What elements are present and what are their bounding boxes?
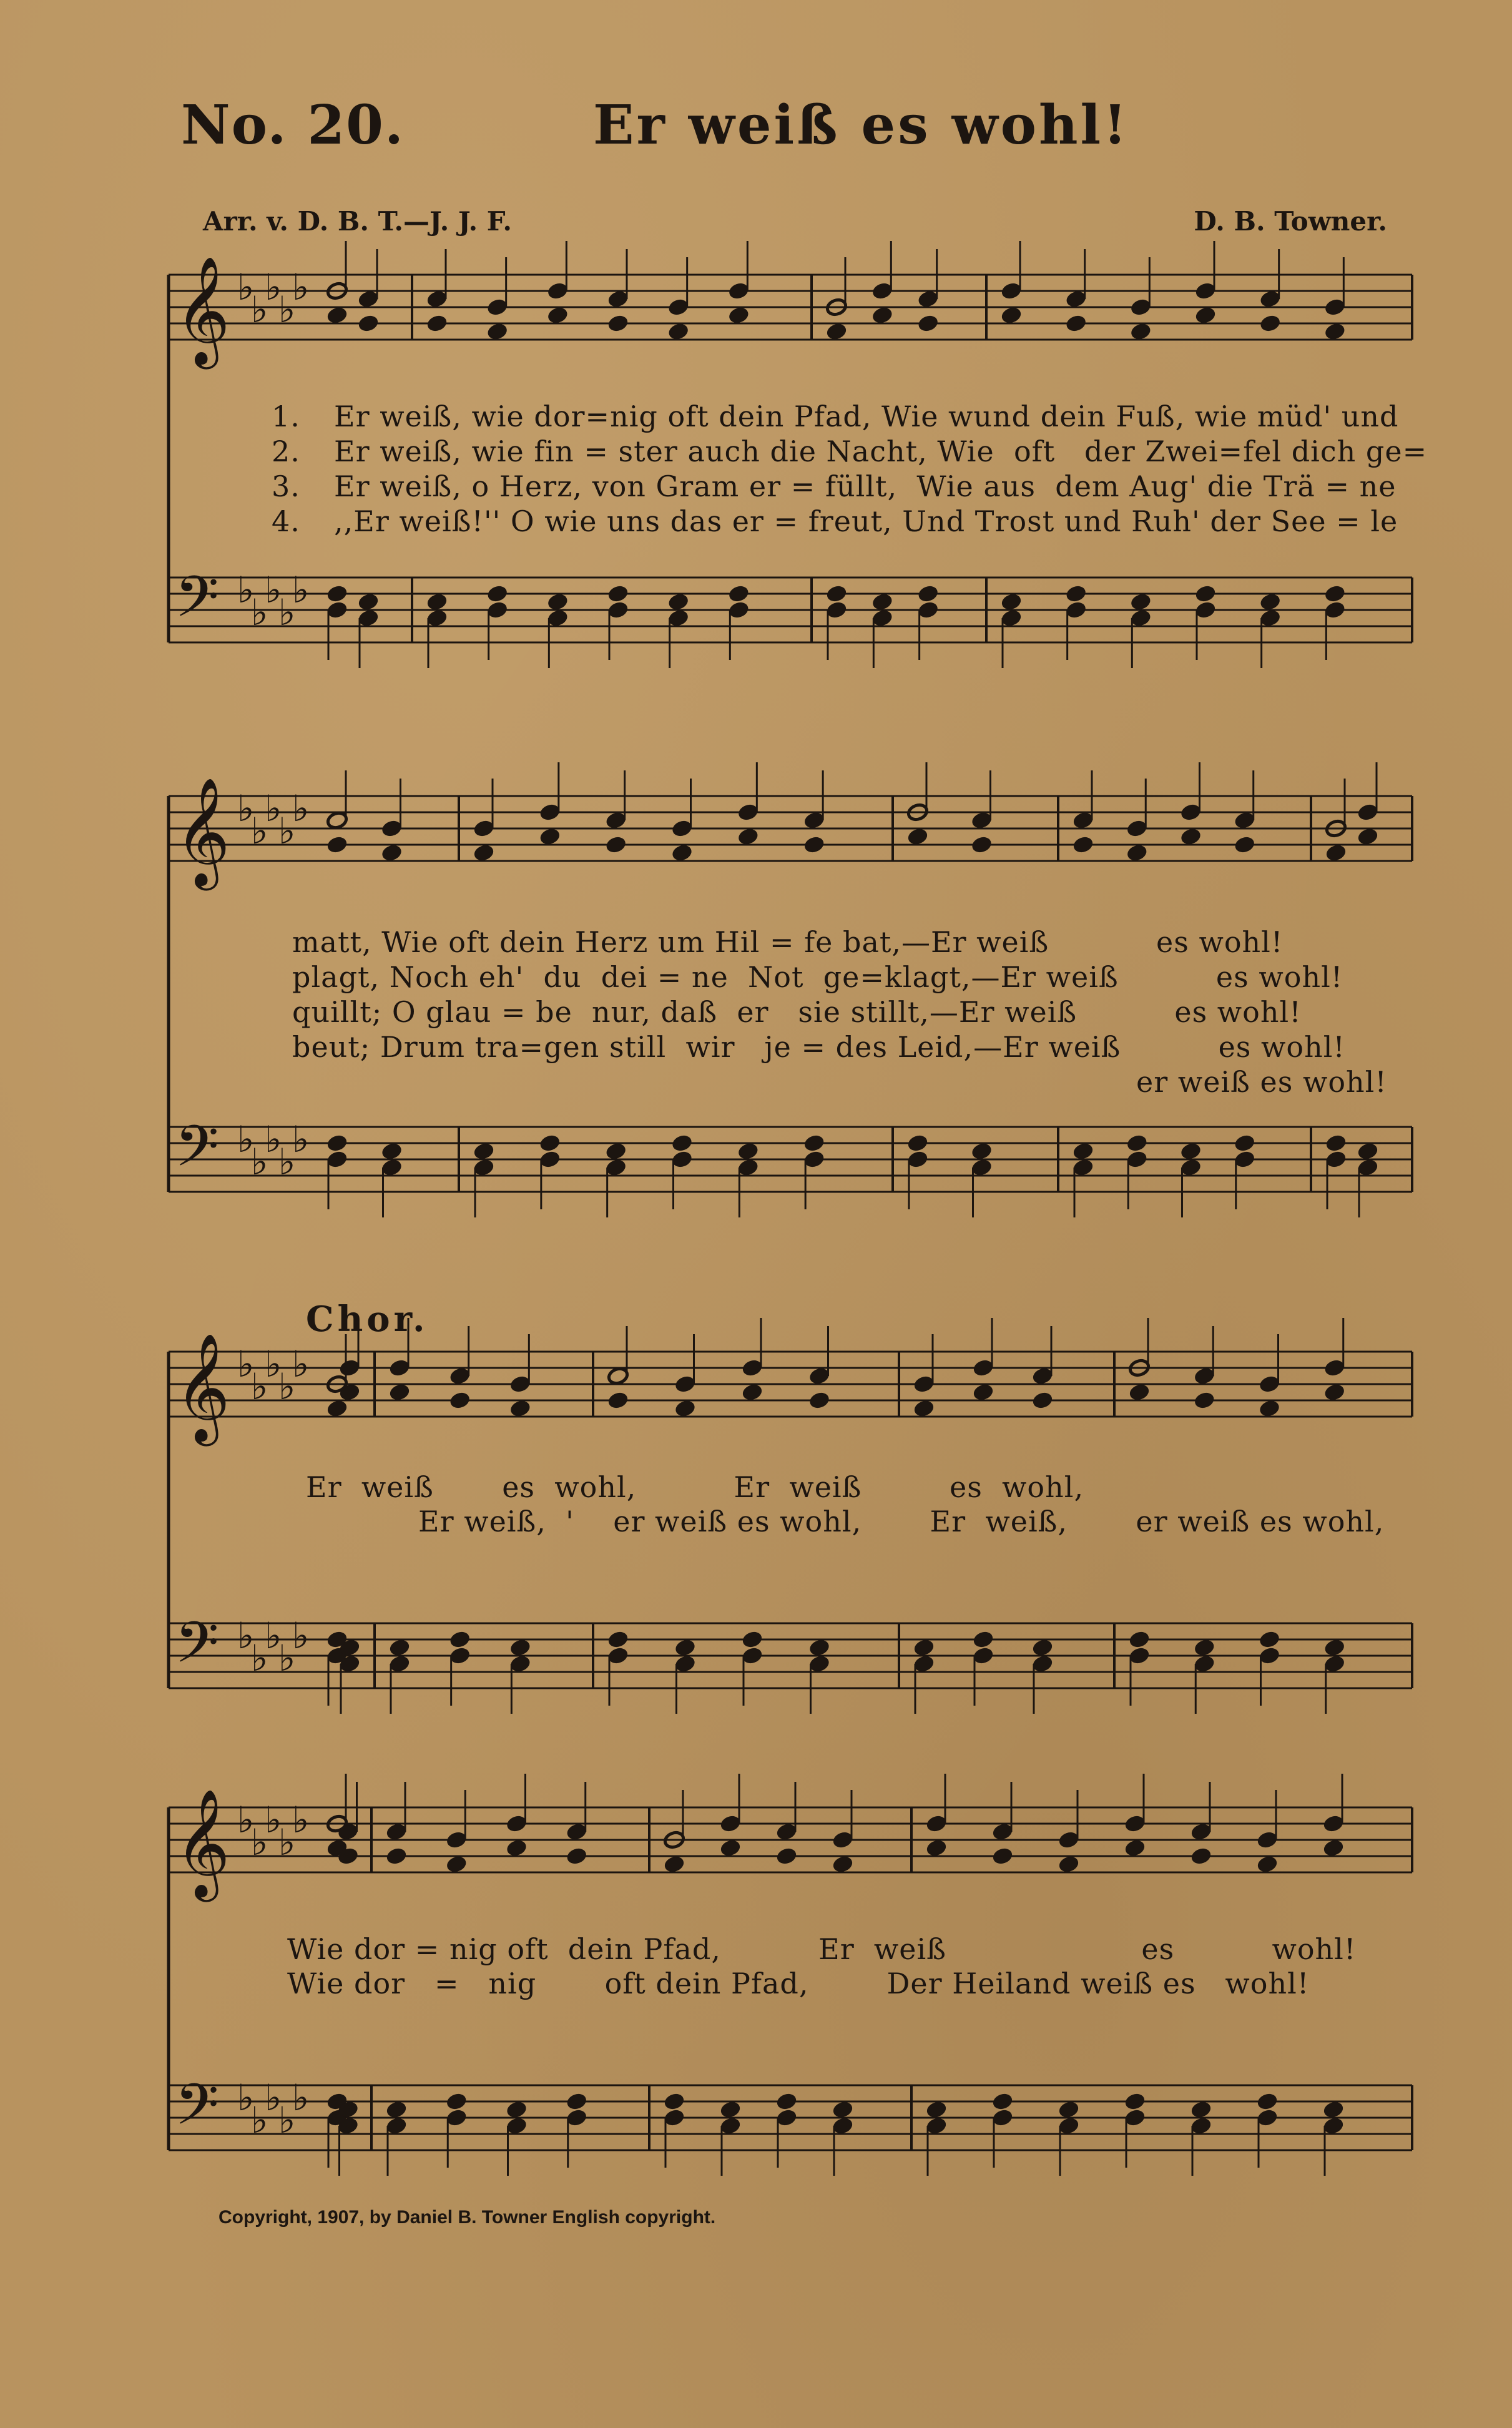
note-head	[326, 584, 348, 604]
note-head	[607, 314, 629, 333]
flat-icon: ♭	[265, 1615, 282, 1657]
note-head	[1193, 1638, 1215, 1658]
note-head	[825, 584, 848, 604]
verse-1-continuation: matt, Wie oft dein Herz um Hil = fe bat,—Er weiß es wohl!	[292, 925, 1284, 959]
flat-icon: ♭	[251, 288, 268, 331]
flat-icon: ♭	[251, 1141, 268, 1183]
flat-icon: ♭	[278, 288, 296, 331]
note-head	[913, 1638, 935, 1658]
bass-clef-icon: 𝄢	[175, 564, 219, 644]
flat-icon: ♭	[278, 591, 296, 634]
note-head	[385, 2100, 408, 2120]
note-head	[357, 592, 380, 612]
arranger-credit: Arr. v. D. B. T.—J. J. F.	[203, 206, 512, 237]
copyright-notice: Copyright, 1907, by Daniel B. Towner English copyright.	[218, 2207, 716, 2228]
note-head	[674, 1399, 697, 1418]
note-head	[1323, 322, 1346, 342]
note-head	[1065, 314, 1087, 333]
note-head	[1259, 592, 1282, 612]
note-head	[971, 1142, 993, 1161]
note-head	[506, 2100, 528, 2120]
note-head	[719, 1839, 742, 1858]
note-head	[727, 306, 750, 325]
note-head	[1194, 306, 1217, 325]
note-head	[832, 2100, 854, 2120]
note-head	[473, 843, 495, 863]
flat-icon: ♭	[265, 2077, 282, 2119]
flat-icon: ♭	[292, 787, 310, 830]
flat-icon: ♭	[292, 1343, 310, 1385]
note-head	[1357, 827, 1379, 847]
verse-4-line: 4. ,,Er weiß!'' O wie uns das er = freut, Und Trost und Ruh' der See = le	[272, 504, 1398, 538]
note-head	[1124, 2092, 1146, 2111]
note-head	[1194, 584, 1217, 604]
note-head	[338, 1383, 361, 1402]
flat-icon: ♭	[265, 1799, 282, 1841]
note-head	[1323, 584, 1346, 604]
treble-clef-icon: 𝄞	[175, 777, 230, 886]
note-head	[1234, 835, 1256, 855]
flat-icon: ♭	[292, 1615, 310, 1657]
note-head	[871, 592, 893, 612]
treble-clef-icon: 𝄞	[175, 1333, 230, 1442]
treble-clef-icon: 𝄞	[175, 256, 230, 365]
note-head	[803, 835, 825, 855]
note-head	[674, 1638, 697, 1658]
note-head	[1323, 1383, 1346, 1402]
note-head	[1129, 592, 1152, 612]
note-head	[607, 1630, 629, 1649]
note-head	[1180, 827, 1202, 847]
note-head	[1259, 1630, 1281, 1649]
note-head	[607, 1391, 629, 1410]
note-head	[663, 1855, 685, 1874]
bass-clef-icon: 𝄢	[175, 1113, 219, 1193]
flat-icon: ♭	[278, 1141, 296, 1183]
flat-icon: ♭	[237, 1615, 255, 1657]
note-head	[808, 1391, 831, 1410]
note-head	[1128, 1383, 1151, 1402]
note-head	[566, 2092, 588, 2111]
note-head	[917, 314, 940, 333]
note-head	[1325, 1134, 1347, 1153]
flat-icon: ♭	[265, 266, 282, 308]
note-head	[808, 1638, 831, 1658]
chorus-label: Chor.	[306, 1299, 429, 1340]
flat-icon: ♭	[292, 266, 310, 308]
note-head	[539, 827, 561, 847]
note-head	[445, 2092, 468, 2111]
note-head	[1180, 1142, 1202, 1161]
verse-4-continuation: beut; Drum tra=gen still wir je = des Leid,—Er weiß es wohl!	[292, 1030, 1345, 1064]
note-head	[667, 592, 690, 612]
note-head	[1000, 592, 1023, 612]
chorus-line-2: Er weiß, ' er weiß es wohl, Er weiß, er weiß es wohl,	[418, 1505, 1385, 1538]
note-head	[667, 322, 690, 342]
flat-icon: ♭	[265, 1118, 282, 1161]
note-head	[1031, 1638, 1054, 1658]
verse-3-continuation: quillt; O glau = be nur, daß er sie stillt,—Er weiß es wohl!	[292, 995, 1302, 1029]
flat-icon: ♭	[251, 1637, 268, 1679]
verse-1-line: 1. Er weiß, wie dor=nig oft dein Pfad, Wie wund dein Fuß, wie müd' und	[272, 400, 1399, 433]
note-head	[473, 1142, 495, 1161]
note-head	[925, 1839, 948, 1858]
note-head	[1058, 1855, 1080, 1874]
flat-icon: ♭	[237, 1799, 255, 1841]
note-head	[1126, 1134, 1148, 1153]
flat-icon: ♭	[265, 1343, 282, 1385]
note-head	[1322, 1839, 1345, 1858]
note-head	[663, 2092, 685, 2111]
note-head	[486, 584, 509, 604]
note-head	[1000, 306, 1023, 325]
note-head	[671, 1134, 694, 1153]
note-head	[388, 1383, 411, 1402]
note-head	[1124, 1839, 1146, 1858]
flat-icon: ♭	[278, 2099, 296, 2141]
note-head	[605, 1142, 627, 1161]
flat-icon: ♭	[237, 787, 255, 830]
note-head	[445, 1855, 468, 1874]
note-head	[486, 322, 509, 342]
note-head	[381, 1142, 403, 1161]
flat-icon: ♭	[278, 1365, 296, 1408]
verse-3-line: 3. Er weiß, o Herz, von Gram er = füllt, Wie aus dem Aug' die Trä = ne	[272, 469, 1397, 503]
flat-icon: ♭	[278, 1821, 296, 1864]
flat-icon: ♭	[251, 591, 268, 634]
note-head	[906, 1134, 929, 1153]
flat-icon: ♭	[292, 569, 310, 611]
flat-icon: ♭	[251, 2099, 268, 2141]
flat-icon: ♭	[251, 810, 268, 852]
note-head	[737, 827, 759, 847]
flat-icon: ♭	[237, 2077, 255, 2119]
note-head	[1259, 314, 1282, 333]
flat-icon: ♭	[237, 569, 255, 611]
note-head	[1234, 1134, 1256, 1153]
note-head	[539, 1134, 561, 1153]
hymn-title: Er weiß es wohl!	[593, 94, 1129, 157]
note-head	[326, 1399, 348, 1418]
note-head	[426, 592, 448, 612]
note-head	[741, 1630, 763, 1649]
note-head	[1256, 2092, 1279, 2111]
final-line-1: Wie dor = nig oft dein Pfad, Er weiß es wohl!	[287, 1932, 1357, 1966]
note-head	[803, 1134, 825, 1153]
flat-icon: ♭	[292, 1799, 310, 1841]
composer-credit: D. B. Towner.	[1194, 206, 1387, 237]
note-head	[1259, 1399, 1281, 1418]
note-head	[1065, 584, 1087, 604]
note-head	[1325, 843, 1347, 863]
note-head	[381, 843, 403, 863]
flat-icon: ♭	[237, 1118, 255, 1161]
flat-icon: ♭	[251, 1365, 268, 1408]
note-head	[449, 1630, 471, 1649]
note-head	[1190, 1847, 1212, 1866]
note-head	[917, 584, 940, 604]
note-head	[737, 1142, 759, 1161]
note-head	[971, 835, 993, 855]
note-head	[546, 592, 569, 612]
note-head	[1058, 2100, 1080, 2120]
note-head	[1031, 1391, 1054, 1410]
note-head	[1193, 1391, 1215, 1410]
flat-icon: ♭	[237, 1343, 255, 1385]
note-head	[506, 1839, 528, 1858]
note-head	[1323, 1638, 1346, 1658]
note-head	[925, 2100, 948, 2120]
note-head	[832, 1855, 854, 1874]
note-head	[1128, 1630, 1151, 1649]
note-head	[972, 1383, 994, 1402]
note-head	[1190, 2100, 1212, 2120]
note-head	[357, 314, 380, 333]
flat-icon: ♭	[278, 810, 296, 852]
note-head	[385, 1847, 408, 1866]
note-head	[906, 827, 929, 847]
note-head	[605, 835, 627, 855]
note-head	[775, 2092, 798, 2111]
verse-2-line: 2. Er weiß, wie fin = ster auch die Nacht, Wie oft der Zwei=fel dich ge=	[272, 435, 1428, 468]
note-head	[509, 1399, 531, 1418]
verse-2-continuation: plagt, Noch eh' du dei = ne Not ge=klagt,—Er weiß es wohl!	[292, 960, 1343, 994]
note-head	[727, 584, 750, 604]
note-head	[913, 1399, 935, 1418]
note-head	[972, 1630, 994, 1649]
note-head	[1256, 1855, 1279, 1874]
flat-icon: ♭	[292, 2077, 310, 2119]
bass-clef-icon: 𝄢	[175, 1610, 219, 1689]
hymn-number: No. 20.	[181, 94, 405, 157]
bass-clef-icon: 𝄢	[175, 2072, 219, 2151]
note-head	[388, 1638, 411, 1658]
note-head	[991, 1847, 1014, 1866]
note-head	[719, 2100, 742, 2120]
flat-icon: ♭	[278, 1637, 296, 1679]
note-head	[426, 314, 448, 333]
note-head	[825, 322, 848, 342]
note-head	[775, 1847, 798, 1866]
final-line-2: Wie dor = nig oft dein Pfad, Der Heiland weiß es wohl!	[287, 1967, 1310, 2000]
flat-icon: ♭	[265, 787, 282, 830]
note-head	[1072, 1142, 1094, 1161]
note-head	[326, 835, 348, 855]
verse-4-extra: er weiß es wohl!	[1136, 1065, 1387, 1099]
note-head	[607, 584, 629, 604]
flat-icon: ♭	[292, 1118, 310, 1161]
chorus-line-1: Er weiß es wohl, Er weiß es wohl,	[306, 1470, 1084, 1504]
note-head	[1357, 1142, 1379, 1161]
note-head	[509, 1638, 531, 1658]
note-head	[1072, 835, 1094, 855]
flat-icon: ♭	[251, 1821, 268, 1864]
flat-icon: ♭	[237, 266, 255, 308]
note-head	[991, 2092, 1014, 2111]
note-head	[566, 1847, 588, 1866]
treble-clef-icon: 𝄞	[175, 1789, 230, 1897]
note-head	[1129, 322, 1152, 342]
note-head	[741, 1383, 763, 1402]
note-head	[546, 306, 569, 325]
note-head	[671, 843, 694, 863]
note-head	[326, 306, 348, 325]
note-head	[871, 306, 893, 325]
flat-icon: ♭	[265, 569, 282, 611]
note-head	[1322, 2100, 1345, 2120]
note-head	[1126, 843, 1148, 863]
note-head	[326, 1134, 348, 1153]
note-head	[449, 1391, 471, 1410]
